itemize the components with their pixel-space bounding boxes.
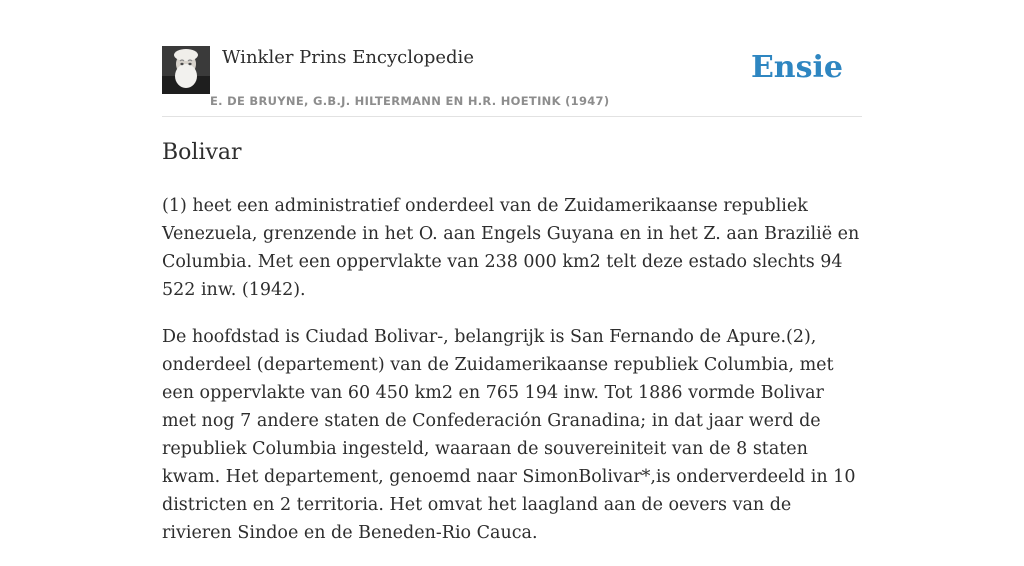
entry-paragraph-1: (1) heet een administratief onderdeel van de Zuidamerikaanse republiek Venezuela, grenzende in het O. aan Engels Guyana en in het Z. aan Brazilië en Columbia. Met een oppervlakte van 238 000 km2 telt deze estado slechts 94 522 inw. (1942). <box>162 196 860 300</box>
bearded-man-portrait-icon <box>162 46 210 94</box>
entry-body <box>162 192 862 566</box>
authors-credit: E. DE BRUYNE, G.B.J. HILTERMANN EN H.R. HOETINK (1947) <box>210 94 610 108</box>
entry-paragraph-2: De hoofdstad is Ciudad Bolivar-, belangrijk is San Fernando de Apure.(2), onderdeel (departement) van de Zuidamerikaanse republiek Columbia, met een oppervlakte van 60 450 km2 en 765 194 inw. Tot 1886 vormde Bolivar met nog 7 andere staten de Confederación Granadina; in dat jaar werd de republiek Columbia ingesteld, waaraan de souvereiniteit van de 8 staten kwam. Het departement, genoemd naar SimonBolivar*,is onderverdeeld in 10 districten en 2 territoria. Het omvat het laagland aan de oevers van de rivieren Sindoe en de Beneden-Rio Cauca. <box>162 327 856 543</box>
page <box>162 0 862 543</box>
site-title-link[interactable]: Winkler Prins Encyclopedie <box>222 47 474 68</box>
author-avatar[interactable] <box>162 46 210 94</box>
site-header <box>162 46 862 117</box>
entry-title: Bolivar <box>162 140 242 165</box>
ensie-logo-link[interactable]: Ensie <box>750 50 843 85</box>
